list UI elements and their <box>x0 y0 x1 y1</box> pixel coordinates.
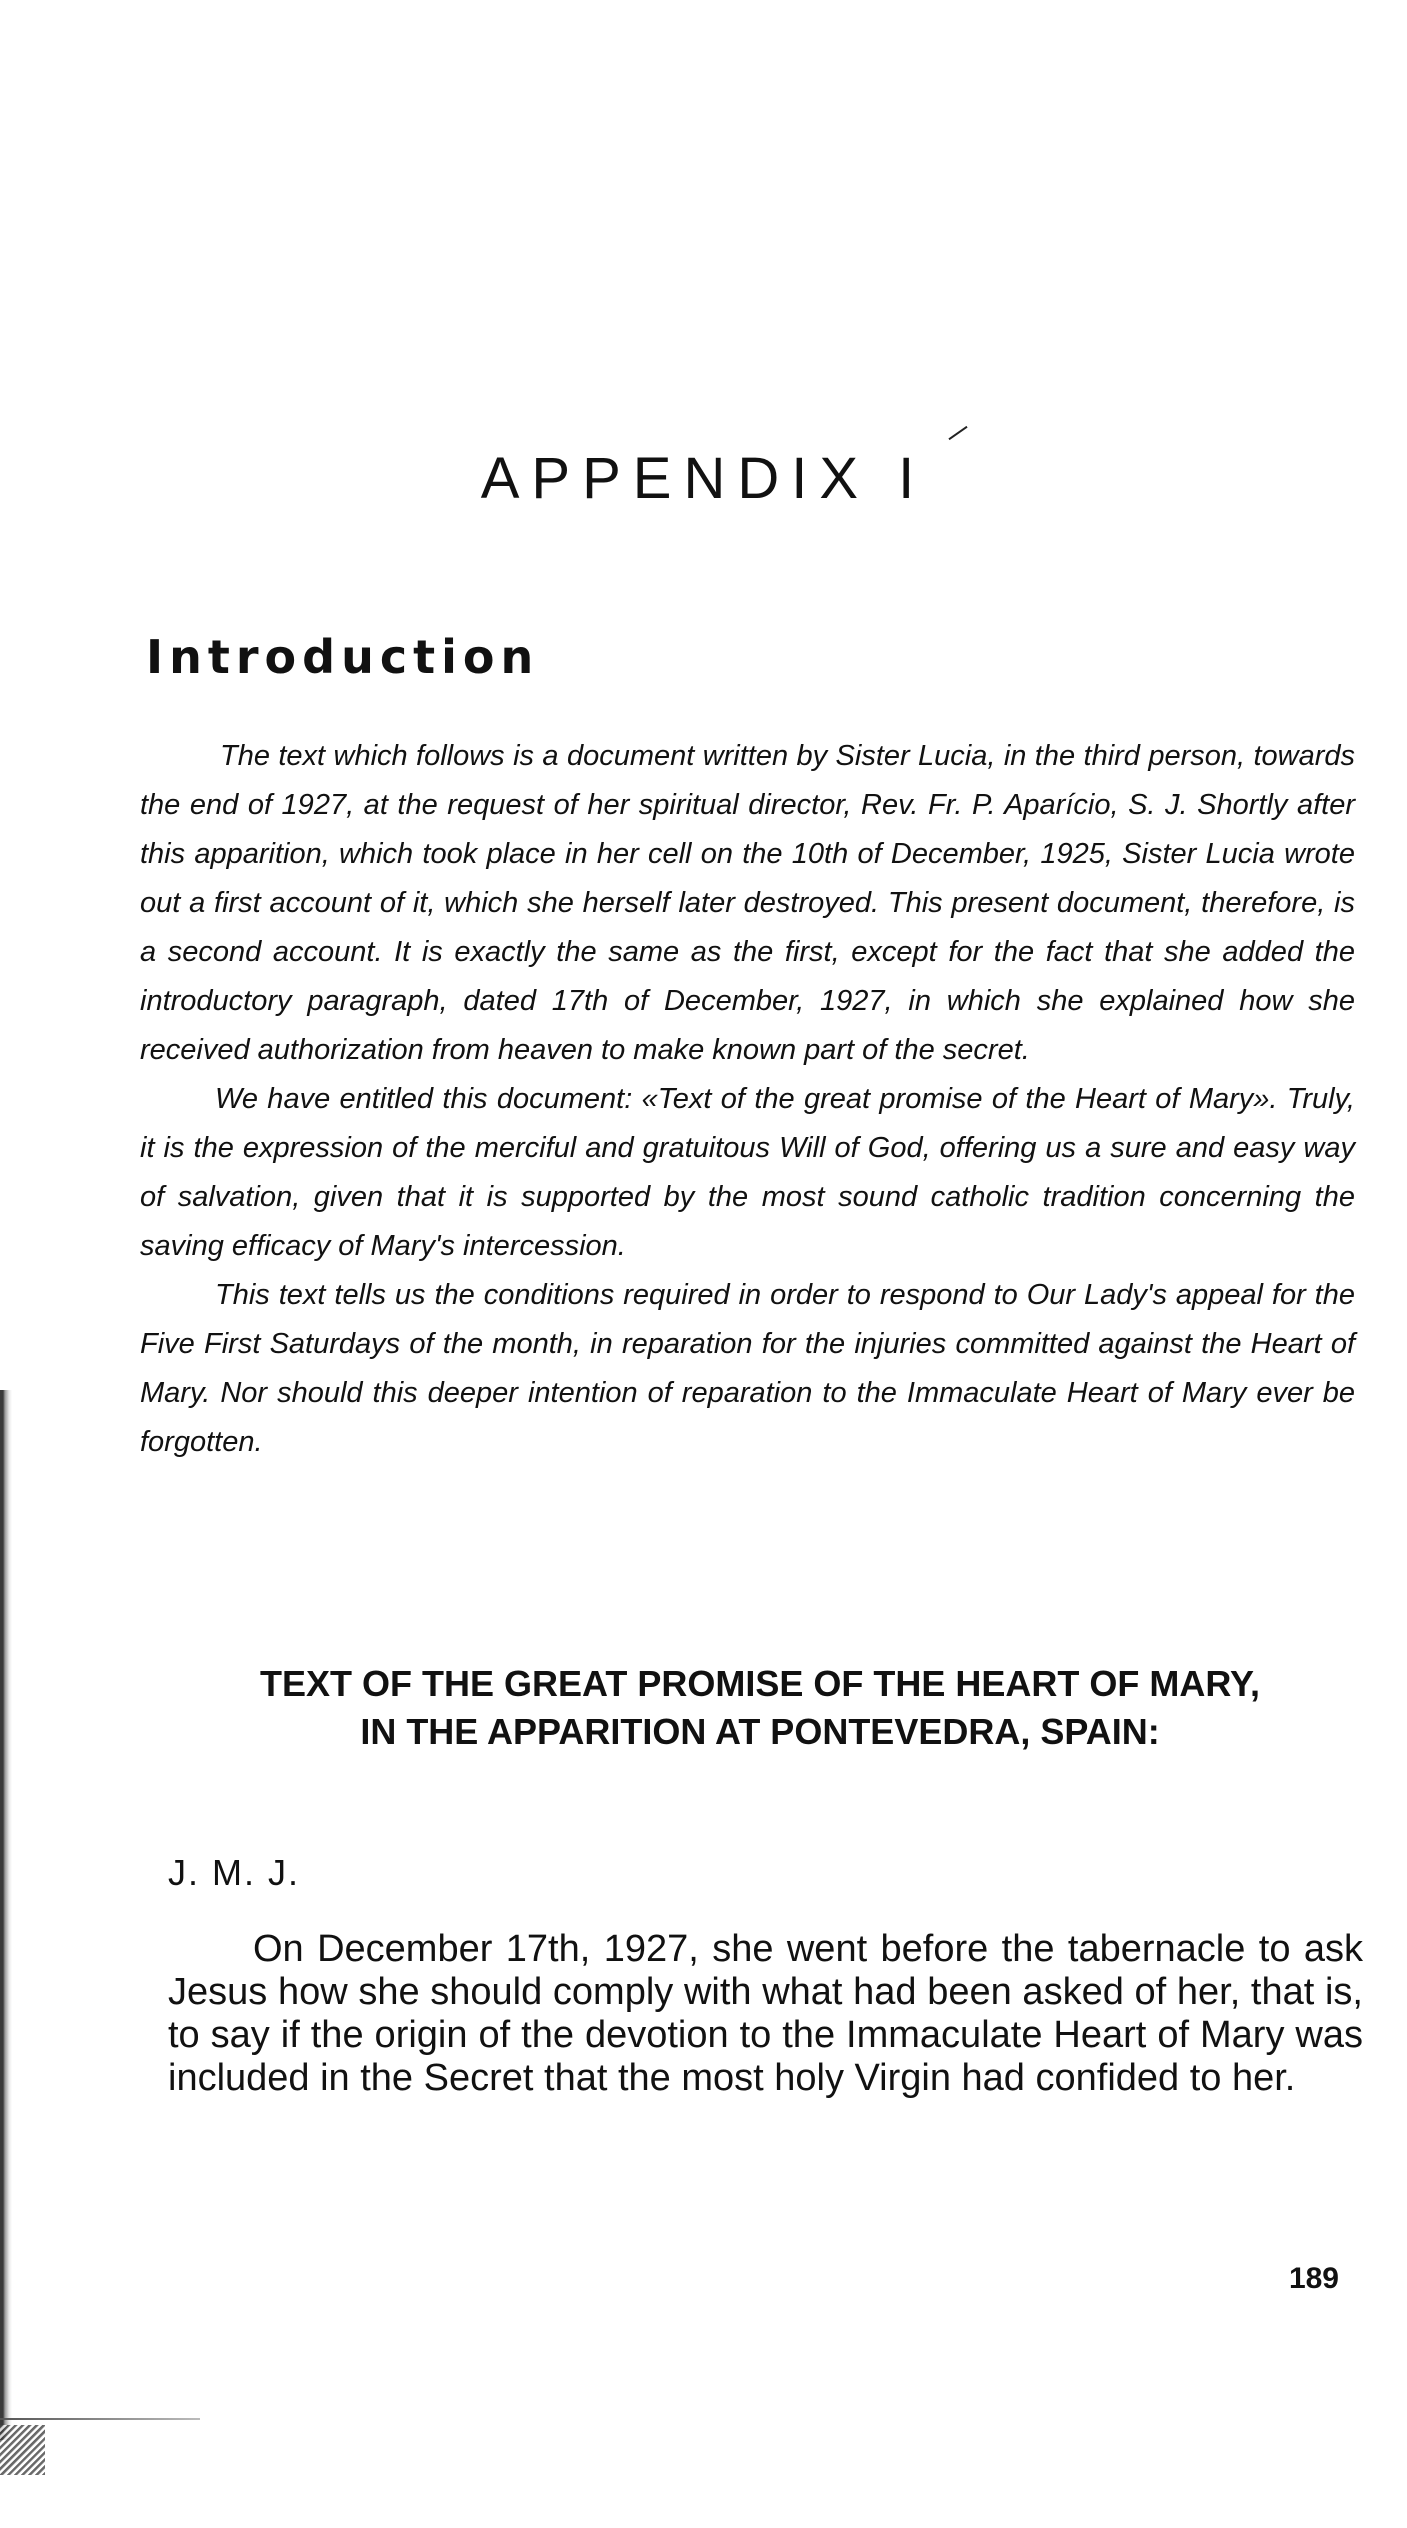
body-paragraph: On December 17th, 1927, she went before the tabernacle to ask Jesus how she should comply with what had been asked of her, that is, to say if the origin of the devotion to the Immaculate Heart of Mary was included in the Secret that the most holy Virgin had confided to her. <box>168 1928 1363 2099</box>
introduction-text <box>140 732 1355 1467</box>
body-text <box>168 1928 1363 2100</box>
intro-paragraph-3: This text tells us the conditions required in order to respond to Our Lady's appeal for the Five First Saturdays of the month, in reparation for the injuries committed against the Heart of Mary. Nor should this deeper intention of reparation to the Immaculate Heart of Mary ever be forgotten. <box>140 1279 1355 1458</box>
pen-mark <box>948 426 967 440</box>
page-number: 189 <box>1288 2262 1339 2295</box>
section-heading: Introduction <box>146 630 540 684</box>
salutation: J. M. J. <box>168 1852 300 1893</box>
promise-title-line-2: IN THE APPARITION AT PONTEVEDRA, SPAIN: <box>360 1711 1160 1752</box>
promise-title <box>160 1660 1360 1756</box>
scan-corner-smudge <box>0 2425 45 2475</box>
promise-title-line-1: TEXT OF THE GREAT PROMISE OF THE HEART OF MARY, <box>259 1663 1261 1704</box>
scan-bottom-line <box>0 2418 200 2420</box>
scan-binding-edge <box>0 1390 12 2440</box>
intro-paragraph-1: The text which follows is a document written by Sister Lucia, in the third person, towards the end of 1927, at the request of her spiritual director, Rev. Fr. P. Aparício, S. J. Shortly after this apparition, which took place in her cell on the 10th of December, 1925, Sister Lucia wrote out a first account of it, which she herself later destroyed. This present document, therefore, is a second account. It is exactly the same as the first, except for the fact that she added the introductory paragraph, dated 17th of December, 1927, in which she explained how she received authorization from heaven to make known part of the secret. <box>140 740 1355 1066</box>
intro-paragraph-2: We have entitled this document: «Text of the great promise of the Heart of Mary». Truly, it is the expression of the merciful and gratuitous Will of God, offering us a sure and easy way of salvation, given that it is supported by the most sound catholic tradition concerning the saving efficacy of Mary's intercession. <box>140 1083 1355 1262</box>
appendix-title: APPENDIX I <box>480 446 927 511</box>
